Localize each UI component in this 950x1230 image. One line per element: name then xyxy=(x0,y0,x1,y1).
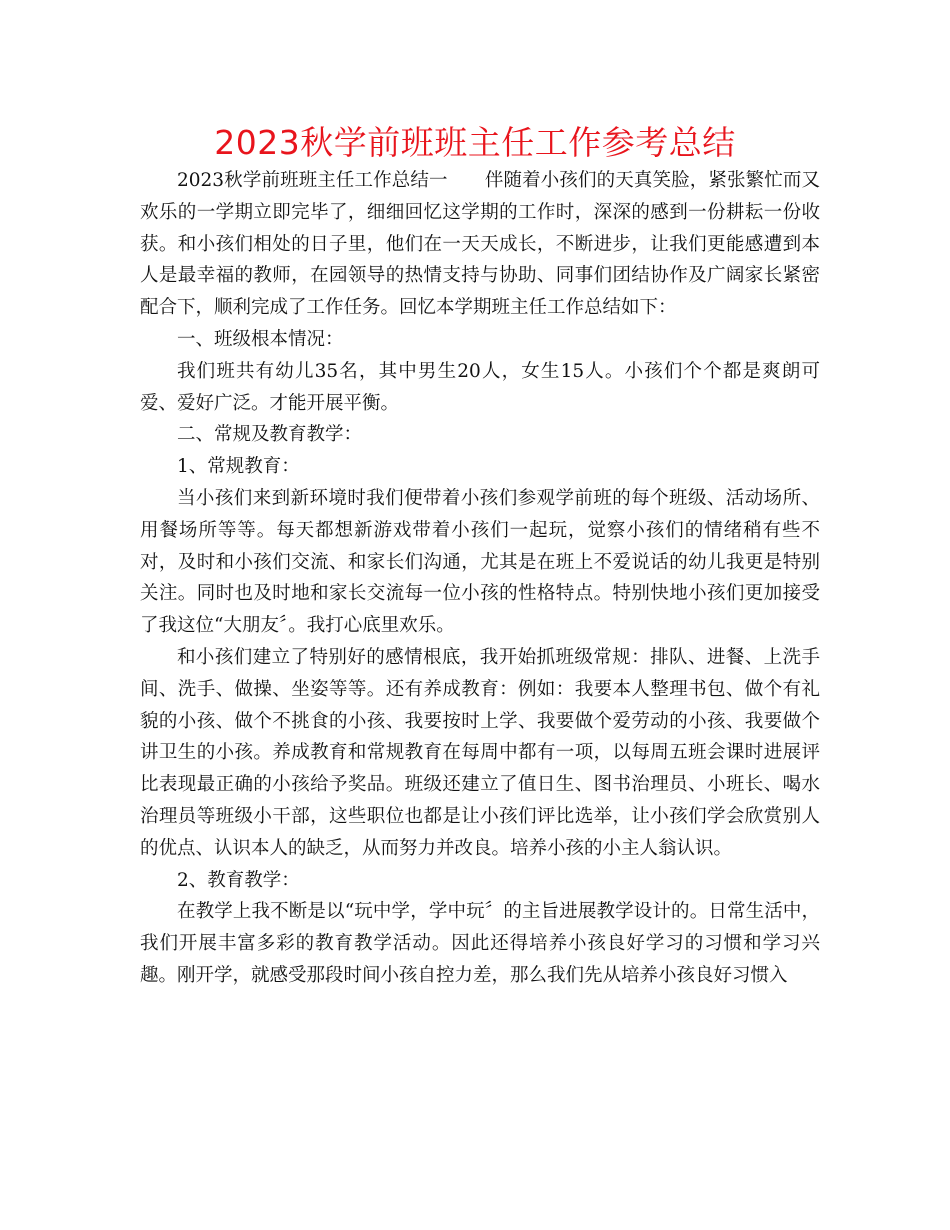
paragraph-class-situation: 我们班共有幼儿35名，其中男生20人，女生15人。小孩们个个都是爽朗可爱、爱好广泛。才能开展平衡。 xyxy=(140,360,820,414)
paragraph-teaching: 在教学上我不断是以“玩中学，学中玩〞的主旨进展教学设计的。日常生活中，我们开展丰富多彩的教育教学活动。因此还得培养小孩良好学习的习惯和学习兴趣。刚开学，就感受那段时间小孩自控力差，那么我们先从培养小孩良好习惯入 xyxy=(140,901,820,986)
paragraph-routine-education-1: 当小孩们来到新环境时我们便带着小孩们参观学前班的每个班级、活动场所、用餐场所等等。每天都想新游戏带着小孩们一起玩，觉察小孩们的情绪稍有些不对，及时和小孩们交流、和家长们沟通，尤其是在班上不爱说话的幼儿我更是特别关注。同时也及时地和家长交流每一位小孩的性格特点。特别快地小孩们更加接受了我这位“大朋友〞。我打心底里欢乐。 xyxy=(140,487,820,637)
heading-class-situation: 一、班级根本情况： xyxy=(177,328,344,350)
heading-teaching: 2、教育教学： xyxy=(177,869,300,891)
paragraph-intro: 2023秋学前班班主任工作总结一 伴随着小孩们的天真笑脸，紧张繁忙而又欢乐的一学期立即完毕了，细细回忆这学期的工作时，深深的感到一份耕耘一份收获。和小孩们相处的日子里，他们在一天天成长，不断进步，让我们更能感遭到本人是最幸福的教师，在园领导的热情支持与协助、同事们团结协作及广阔家长紧密配合下，顺利完成了工作任务。回忆本学期班主任工作总结如下： xyxy=(140,170,820,319)
paragraph-routine-education-2: 和小孩们建立了特别好的感情根底，我开始抓班级常规：排队、进餐、上洗手间、洗手、做操、坐姿等等。还有养成教育：例如：我要本人整理书包、做个有礼貌的小孩、做个不挑食的小孩、我要按时上学、我要做个爱劳动的小孩、我要做个讲卫生的小孩。养成教育和常规教育在每周中都有一项，以每周五班会课时进展评比表现最正确的小孩给予奖品。班级还建立了值日生、图书治理员、小班长、喝水治理员等班级小干部，这些职位也都是让小孩们评比选举，让小孩们学会欣赏别人的优点、认识本人的缺乏，从而努力并改良。培养小孩的小主人翁认识。 xyxy=(140,646,820,859)
heading-routine-and-teaching: 二、常规及教育教学： xyxy=(177,424,363,446)
document-body xyxy=(140,165,820,992)
document-title: 2023秋学前班班主任工作参考总结 xyxy=(214,123,736,162)
heading-routine-education: 1、常规教育： xyxy=(177,456,300,478)
